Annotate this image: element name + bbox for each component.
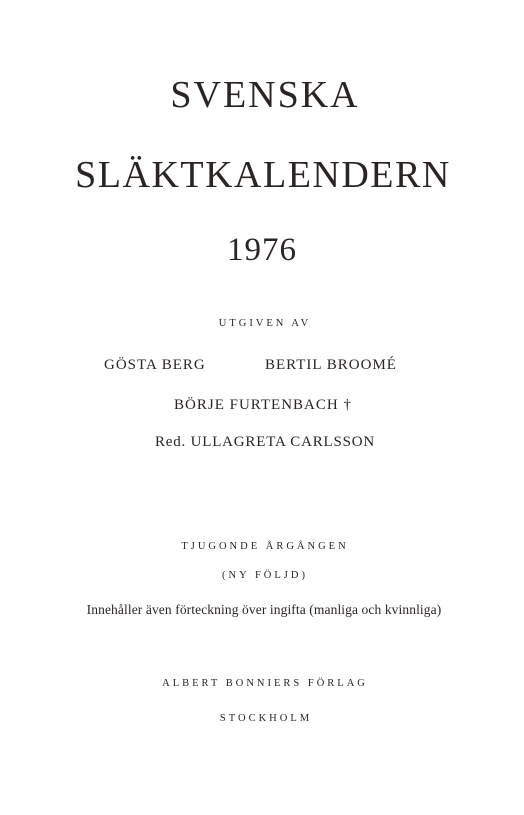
publisher-city: STOCKHOLM (219, 713, 313, 724)
editor-name-1: GÖSTA BERG (104, 357, 206, 373)
edition-volume: TJUGONDE ÅRGÅNGEN (181, 541, 349, 552)
title-line-1: SVENSKA (170, 74, 360, 116)
editor-name-3: BÖRJE FURTENBACH † (174, 397, 352, 413)
editors-heading: UTGIVEN AV (218, 318, 312, 329)
editor-name-2: BERTIL BROOMÉ (265, 357, 397, 373)
editors-row (0, 358, 524, 376)
title-year: 1976 (227, 232, 297, 268)
editor-name-4: Red. ULLAGRETA CARLSSON (154, 434, 376, 450)
edition-series: (NY FÖLJD) (222, 570, 308, 581)
publisher-name: ALBERT BONNIERS FÖRLAG (162, 678, 368, 689)
title-line-2: SLÄKTKALENDERN (75, 154, 451, 196)
contents-note: Innehåller även förteckning över ingifta (manliga och kvinnliga) (86, 602, 442, 617)
